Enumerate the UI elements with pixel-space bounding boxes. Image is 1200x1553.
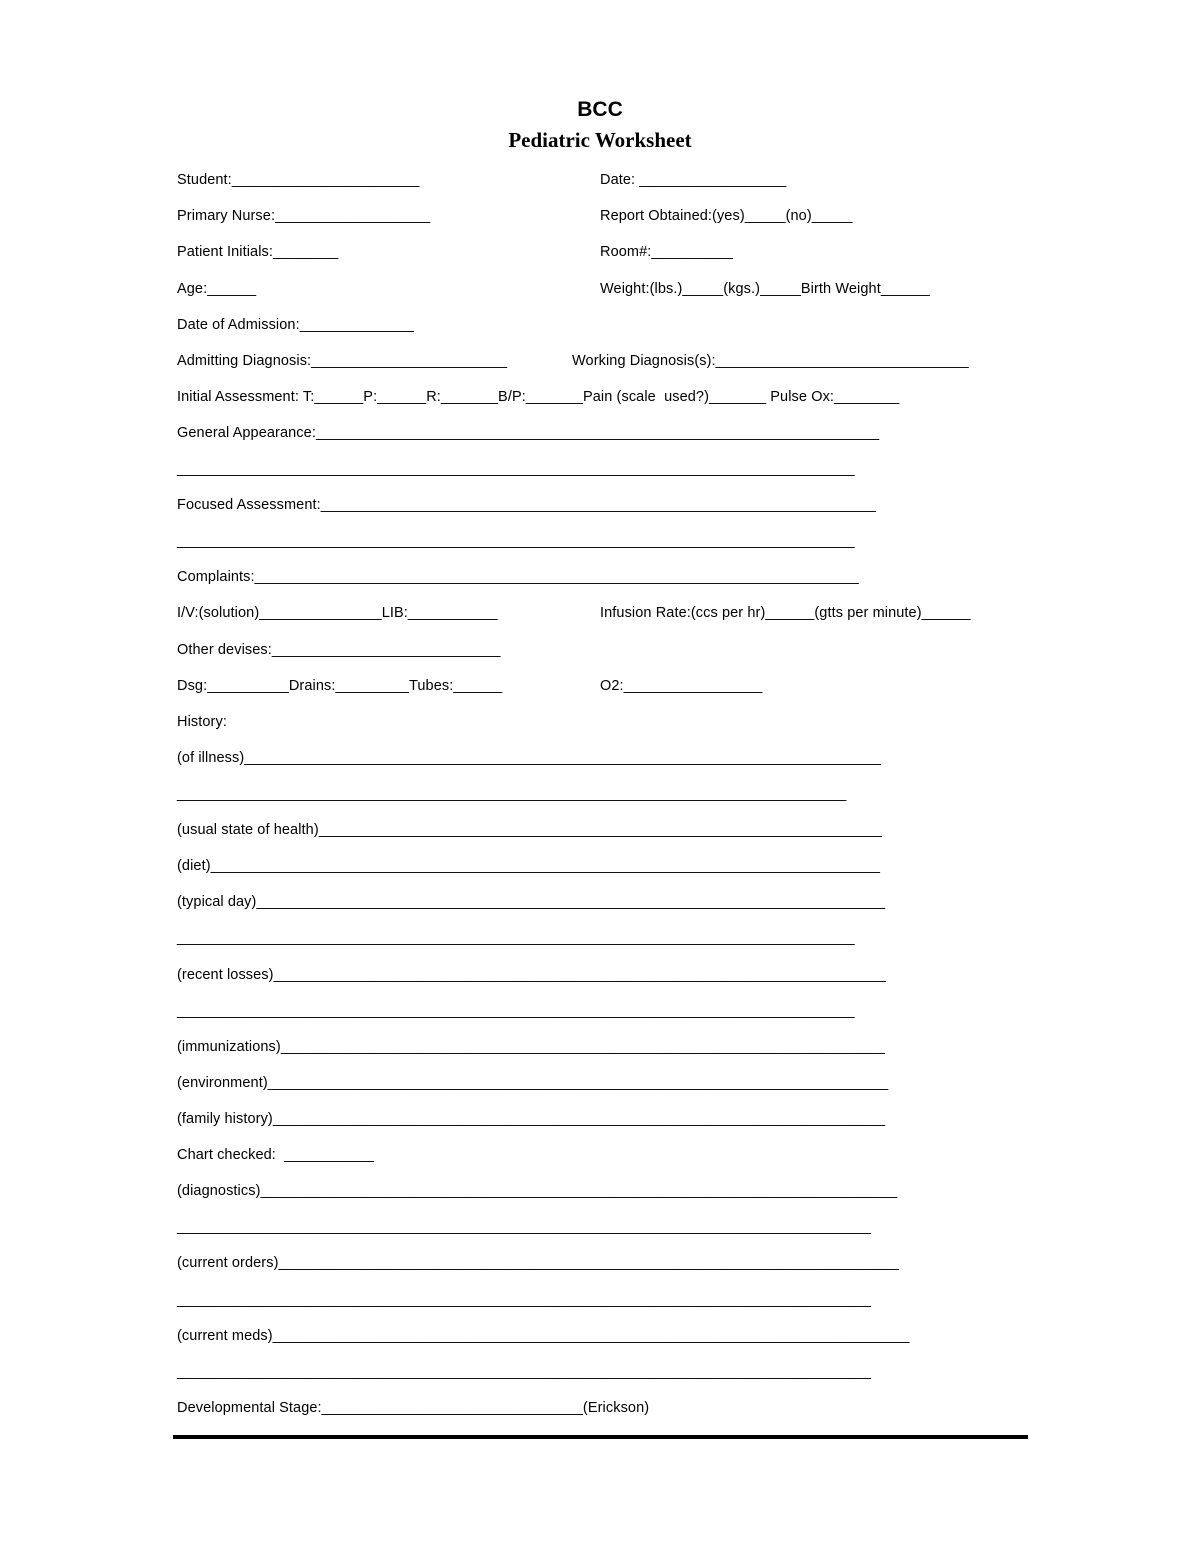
diet-field[interactable]: (diet)__________________________________________________________________________________ xyxy=(177,858,881,874)
weight-field[interactable]: Weight:(lbs.)_____(kgs.)_____Birth Weight______ xyxy=(600,281,930,297)
iv-solution-field[interactable]: I/V:(solution)_______________LIB:___________ xyxy=(177,605,498,621)
initial-assessment-field[interactable]: Initial Assessment: T:______P:______R:_______B/P:_______Pain (scale used?)_______ Pulse Ox:________ xyxy=(177,389,900,405)
general-appearance-field[interactable]: General Appearance:_____________________________________________________________________ xyxy=(177,425,880,441)
o2-field[interactable]: O2:_________________ xyxy=(600,678,763,694)
history-illness-line[interactable]: __________________________________________________________________________________ xyxy=(177,786,847,802)
current-orders-line[interactable]: _____________________________________________________________________________________ xyxy=(177,1292,871,1308)
usual-state-field[interactable]: (usual state of health)_____________________________________________________________________ xyxy=(177,822,883,838)
environment-field[interactable]: (environment)____________________________________________________________________________ xyxy=(177,1075,889,1091)
room-field[interactable]: Room#:__________ xyxy=(600,244,734,260)
bottom-rule xyxy=(173,1435,1028,1439)
typical-day-line[interactable]: ___________________________________________________________________________________ xyxy=(177,930,855,946)
chart-checked-field[interactable]: Chart checked: ___________ xyxy=(177,1147,374,1163)
primary-nurse-field[interactable]: Primary Nurse:___________________ xyxy=(177,208,431,224)
focused-assessment-field[interactable]: Focused Assessment:____________________________________________________________________ xyxy=(177,497,876,513)
age-field[interactable]: Age:______ xyxy=(177,281,257,297)
developmental-stage-field[interactable]: Developmental Stage:________________________________(Erickson) xyxy=(177,1400,650,1416)
recent-losses-field[interactable]: (recent losses)___________________________________________________________________________ xyxy=(177,967,886,983)
history-illness-field[interactable]: (of illness)______________________________________________________________________________ xyxy=(177,750,882,766)
report-obtained-field[interactable]: Report Obtained:(yes)_____(no)_____ xyxy=(600,208,853,224)
current-meds-line[interactable]: _____________________________________________________________________________________ xyxy=(177,1364,871,1380)
recent-losses-line[interactable]: ___________________________________________________________________________________ xyxy=(177,1003,855,1019)
current-orders-field[interactable]: (current orders)____________________________________________________________________________ xyxy=(177,1255,899,1271)
diagnostics-field[interactable]: (diagnostics)______________________________________________________________________________ xyxy=(177,1183,898,1199)
general-appearance-line[interactable]: ___________________________________________________________________________________ xyxy=(177,461,855,477)
immunizations-field[interactable]: (immunizations)__________________________________________________________________________ xyxy=(177,1039,885,1055)
admitting-diagnosis-field[interactable]: Admitting Diagnosis:________________________ xyxy=(177,353,508,369)
org-heading: BCC xyxy=(577,98,623,121)
diagnostics-line[interactable]: _____________________________________________________________________________________ xyxy=(177,1219,871,1235)
date-field[interactable]: Date: __________________ xyxy=(600,172,787,188)
date-of-admission-field[interactable]: Date of Admission:______________ xyxy=(177,317,414,333)
patient-initials-field[interactable]: Patient Initials:________ xyxy=(177,244,339,260)
student-field[interactable]: Student:_______________________ xyxy=(177,172,420,188)
family-history-field[interactable]: (family history)___________________________________________________________________________ xyxy=(177,1111,886,1127)
page-title: Pediatric Worksheet xyxy=(508,128,692,152)
typical-day-field[interactable]: (typical day)_____________________________________________________________________________ xyxy=(177,894,886,910)
history-label: History: xyxy=(177,714,227,730)
other-devises-field[interactable]: Other devises:____________________________ xyxy=(177,642,501,658)
working-diagnosis-field[interactable]: Working Diagnosis(s):_______________________________ xyxy=(572,353,969,369)
focused-assessment-line[interactable]: ___________________________________________________________________________________ xyxy=(177,533,855,549)
current-meds-field[interactable]: (current meds)______________________________________________________________________________ xyxy=(177,1328,910,1344)
dsg-drains-tubes-field[interactable]: Dsg:__________Drains:_________Tubes:______ xyxy=(177,678,503,694)
infusion-rate-field[interactable]: Infusion Rate:(ccs per hr)______(gtts per minute)______ xyxy=(600,605,971,621)
complaints-field[interactable]: Complaints:__________________________________________________________________________ xyxy=(177,569,859,585)
